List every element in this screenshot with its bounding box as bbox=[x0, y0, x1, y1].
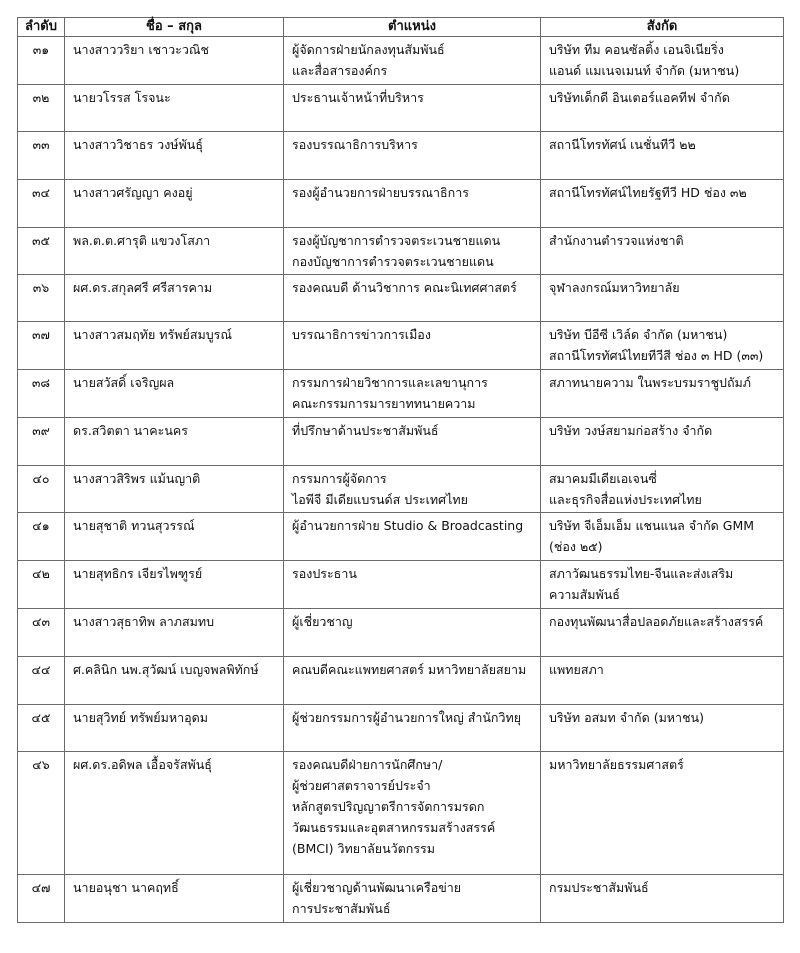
person-name: นางสาวสมฤทัย ทรัพย์สมบูรณ์ bbox=[65, 322, 284, 370]
organization-line: กรมประชาสัมพันธ์ bbox=[549, 880, 649, 895]
organization-cell bbox=[541, 322, 784, 370]
position-line: กองบัญชาการตำรวจตระเวนชายแดน bbox=[292, 254, 494, 269]
position-cell bbox=[284, 705, 541, 752]
person-name: นายอนุชา นาคฤทธิ์ bbox=[65, 875, 284, 923]
position-cell bbox=[284, 228, 541, 275]
position-line: ผู้ช่วยกรรมการผู้อำนวยการใหญ่ สำนักวิทยุ bbox=[292, 710, 522, 725]
organization-line: บริษัท ทีม คอนซัลติ้ง เอนจิเนียริ่ง bbox=[549, 42, 724, 57]
person-name: ผศ.ดร.สกุลศรี ศรีสารคาม bbox=[65, 275, 284, 322]
table-row bbox=[18, 875, 784, 923]
position-line: และสื่อสารองค์กร bbox=[292, 63, 388, 78]
organization-cell bbox=[541, 85, 784, 132]
table-row bbox=[18, 85, 784, 132]
person-name: นายสุทธิกร เจียรไพฑูรย์ bbox=[65, 561, 284, 609]
organization-line: บริษัท บีอีซี เวิล์ด จำกัด (มหาชน) bbox=[549, 327, 728, 342]
person-name: ผศ.ดร.อดิพล เอื้อจรัสพันธุ์ bbox=[65, 752, 284, 875]
position-cell bbox=[284, 37, 541, 85]
position-cell bbox=[284, 322, 541, 370]
row-number: ๓๕ bbox=[18, 228, 65, 275]
position-cell bbox=[284, 561, 541, 609]
row-number: ๓๓ bbox=[18, 132, 65, 180]
organization-cell bbox=[541, 609, 784, 657]
header-position: ตำแหน่ง bbox=[284, 18, 541, 37]
person-name: นายสุชาติ ทวนสุวรรณ์ bbox=[65, 513, 284, 561]
position-line: รองผู้อำนวยการฝ่ายบรรณาธิการ bbox=[292, 185, 469, 200]
row-number: ๓๘ bbox=[18, 370, 65, 418]
organization-line: บริษัท วงษ์สยามก่อสร้าง จำกัด bbox=[549, 423, 713, 438]
position-line: คณบดีคณะแพทยศาสตร์ มหาวิทยาลัยสยาม bbox=[292, 662, 527, 677]
person-name: ดร.สวิตตา นาคะนคร bbox=[65, 418, 284, 466]
position-cell bbox=[284, 180, 541, 228]
organization-line: บริษัทเด็กดี อินเตอร์แอคทีฟ จำกัด bbox=[549, 90, 730, 105]
position-line: รองคณบดี ด้านวิชาการ คณะนิเทศศาสตร์ bbox=[292, 280, 517, 295]
person-name: นายสวัสดิ์ เจริญผล bbox=[65, 370, 284, 418]
position-line: รองประธาน bbox=[292, 566, 357, 581]
position-line: ผู้เชี่ยวชาญ bbox=[292, 614, 353, 629]
position-cell bbox=[284, 132, 541, 180]
row-number: ๔๑ bbox=[18, 513, 65, 561]
table-row bbox=[18, 322, 784, 370]
position-line: ผู้อำนวยการฝ่าย Studio & Broadcasting bbox=[292, 518, 524, 533]
organization-cell bbox=[541, 370, 784, 418]
position-line: ไอพีจี มีเดียแบรนด์ส ประเทศไทย bbox=[292, 492, 468, 507]
organization-line: สมาคมมีเดียเอเจนซี่ bbox=[549, 471, 657, 486]
table-row bbox=[18, 561, 784, 609]
position-cell bbox=[284, 85, 541, 132]
position-line: (BMCI) วิทยาลัยนวัตกรรม bbox=[292, 841, 436, 856]
table-row bbox=[18, 180, 784, 228]
person-name: นายสุวิทย์ ทรัพย์มหาอุดม bbox=[65, 705, 284, 752]
position-line: รองบรรณาธิการบริหาร bbox=[292, 137, 418, 152]
organization-line: สถานีโทรทัศน์ไทยทีวีสี ช่อง ๓ HD (๓๓) bbox=[549, 348, 764, 363]
position-line: ผู้เชี่ยวชาญด้านพัฒนาเครือข่าย bbox=[292, 880, 462, 895]
organization-cell bbox=[541, 466, 784, 513]
position-line: รองคณบดีฝ่ายการนักศึกษา/ bbox=[292, 757, 443, 772]
person-name: นางสาววิชาธร วงษ์พันธุ์ bbox=[65, 132, 284, 180]
table-row bbox=[18, 37, 784, 85]
organization-line: กองทุนพัฒนาสื่อปลอดภัยและสร้างสรรค์ bbox=[549, 614, 764, 629]
position-line: ผู้จัดการฝ่ายนักลงทุนสัมพันธ์ bbox=[292, 42, 445, 57]
organization-line: และธุรกิจสื่อแห่งประเทศไทย bbox=[549, 492, 702, 507]
position-cell bbox=[284, 275, 541, 322]
organization-cell bbox=[541, 37, 784, 85]
position-cell bbox=[284, 657, 541, 705]
table-row bbox=[18, 132, 784, 180]
row-number: ๓๒ bbox=[18, 85, 65, 132]
row-number: ๓๔ bbox=[18, 180, 65, 228]
row-number: ๔๕ bbox=[18, 705, 65, 752]
organization-cell bbox=[541, 875, 784, 923]
table-row bbox=[18, 370, 784, 418]
position-line: กรรมการฝ่ายวิชาการและเลขานุการ bbox=[292, 375, 488, 390]
position-cell bbox=[284, 609, 541, 657]
position-line: บรรณาธิการข่าวการเมือง bbox=[292, 327, 431, 342]
row-number: ๔๔ bbox=[18, 657, 65, 705]
table-row bbox=[18, 513, 784, 561]
position-line: การประชาสัมพันธ์ bbox=[292, 901, 391, 916]
position-line: หลักสูตรปริญญาตรีการจัดการมรดก bbox=[292, 799, 485, 814]
person-name: นางสาวสิริพร แม้นญาติ bbox=[65, 466, 284, 513]
organization-cell bbox=[541, 132, 784, 180]
position-cell bbox=[284, 875, 541, 923]
position-line: คณะกรรมการมารยาททนายความ bbox=[292, 396, 476, 411]
organization-line: บริษัท อสมท จำกัด (มหาชน) bbox=[549, 710, 704, 725]
row-number: ๓๙ bbox=[18, 418, 65, 466]
position-cell bbox=[284, 370, 541, 418]
organization-cell bbox=[541, 228, 784, 275]
position-cell bbox=[284, 752, 541, 875]
organization-cell bbox=[541, 513, 784, 561]
organization-line: บริษัท จีเอ็มเอ็ม แชนแนล จำกัด GMM bbox=[549, 518, 755, 533]
table-row bbox=[18, 418, 784, 466]
person-name: นายวโรรส โรจนะ bbox=[65, 85, 284, 132]
row-number: ๔๒ bbox=[18, 561, 65, 609]
table-row bbox=[18, 228, 784, 275]
position-line: ที่ปรึกษาด้านประชาสัมพันธ์ bbox=[292, 423, 439, 438]
row-number: ๓๖ bbox=[18, 275, 65, 322]
row-number: ๓๑ bbox=[18, 37, 65, 85]
organization-line: ความสัมพันธ์ bbox=[549, 587, 620, 602]
position-line: กรรมการผู้จัดการ bbox=[292, 471, 387, 486]
position-cell bbox=[284, 513, 541, 561]
organization-line: สถานีโทรทัศน์ เนชั่นทีวี ๒๒ bbox=[549, 137, 696, 152]
position-line: รองผู้บัญชาการตำรวจตระเวนชายแดน bbox=[292, 233, 501, 248]
position-line: ประธานเจ้าหน้าที่บริหาร bbox=[292, 90, 424, 105]
row-number: ๓๗ bbox=[18, 322, 65, 370]
table-row bbox=[18, 275, 784, 322]
row-number: ๔๗ bbox=[18, 875, 65, 923]
header-no: ลำดับ bbox=[18, 18, 65, 37]
person-name: นางสาววริยา เชาวะวณิช bbox=[65, 37, 284, 85]
header-name: ชื่อ – สกุล bbox=[65, 18, 284, 37]
position-cell bbox=[284, 466, 541, 513]
organization-line: จุฬาลงกรณ์มหาวิทยาลัย bbox=[549, 280, 680, 295]
header-organization: สังกัด bbox=[541, 18, 784, 37]
organization-line: สภาวัฒนธรรมไทย-จีนและส่งเสริม bbox=[549, 566, 734, 581]
row-number: ๔๓ bbox=[18, 609, 65, 657]
organization-cell bbox=[541, 705, 784, 752]
table-row bbox=[18, 705, 784, 752]
organization-line: แพทยสภา bbox=[549, 662, 604, 677]
organization-cell bbox=[541, 657, 784, 705]
organization-cell bbox=[541, 275, 784, 322]
table-header-row bbox=[18, 18, 784, 37]
table-row bbox=[18, 752, 784, 875]
person-name: พล.ต.ต.ศารุติ แขวงโสภา bbox=[65, 228, 284, 275]
organization-cell bbox=[541, 180, 784, 228]
organization-line: สถานีโทรทัศน์ไทยรัฐทีวี HD ช่อง ๓๒ bbox=[549, 185, 747, 200]
organization-cell bbox=[541, 561, 784, 609]
organization-line: สภาทนายความ ในพระบรมราชูปถัมภ์ bbox=[549, 375, 752, 390]
committee-table bbox=[17, 17, 784, 923]
table-row bbox=[18, 466, 784, 513]
table-row bbox=[18, 657, 784, 705]
organization-line: มหาวิทยาลัยธรรมศาสตร์ bbox=[549, 757, 684, 772]
organization-cell bbox=[541, 752, 784, 875]
person-name: นางสาวศรัญญา คงอยู่ bbox=[65, 180, 284, 228]
position-line: ผู้ช่วยศาสตราจารย์ประจำ bbox=[292, 778, 431, 793]
position-line: วัฒนธรรมและอุตสาหกรรมสร้างสรรค์ bbox=[292, 820, 496, 835]
row-number: ๔๖ bbox=[18, 752, 65, 875]
organization-cell bbox=[541, 418, 784, 466]
table-row bbox=[18, 609, 784, 657]
row-number: ๔๐ bbox=[18, 466, 65, 513]
person-name: ศ.คลินิก นพ.สุวัฒน์ เบญจพลพิทักษ์ bbox=[65, 657, 284, 705]
organization-line: แอนด์ แมเนจเมนท์ จำกัด (มหาชน) bbox=[549, 63, 740, 78]
organization-line: (ช่อง ๒๕) bbox=[549, 539, 603, 554]
organization-line: สำนักงานตำรวจแห่งชาติ bbox=[549, 233, 684, 248]
position-cell bbox=[284, 418, 541, 466]
person-name: นางสาวสุธาทิพ ลาภสมทบ bbox=[65, 609, 284, 657]
